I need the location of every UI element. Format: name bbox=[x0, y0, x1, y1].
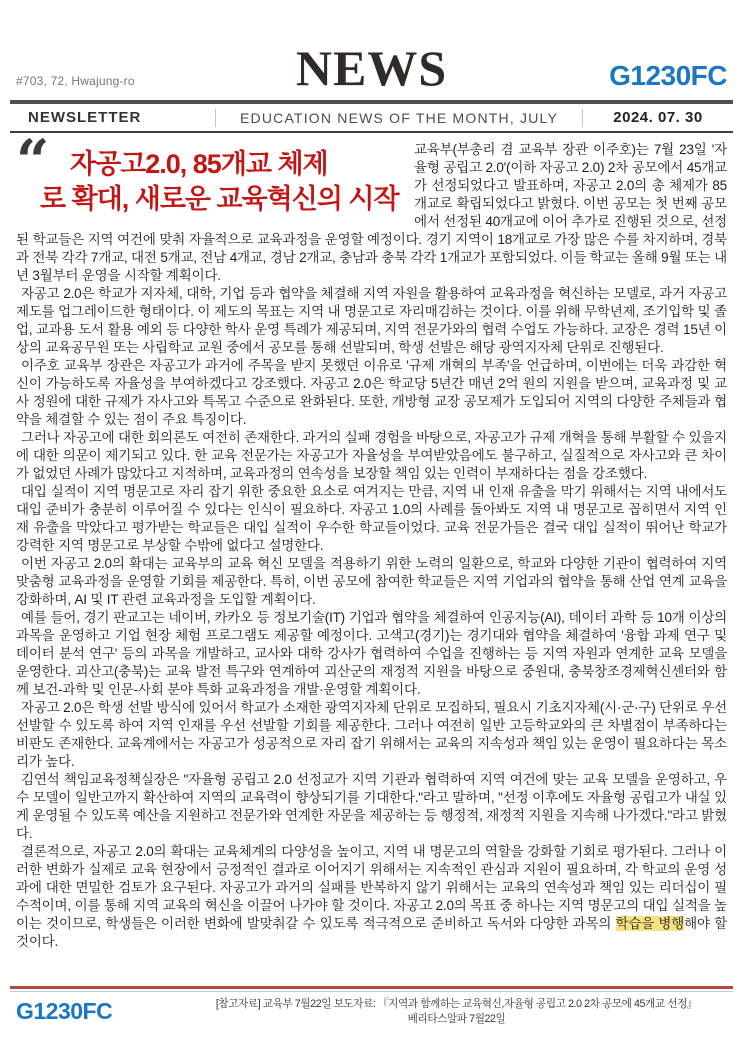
article-paragraph: 대입 실적이 지역 명문고로 자리 잡기 위한 중요한 요소로 여겨지는 만큼, 지역 내 인재 유출을 막기 위해서는 지역 내에서도 대입 준비가 충분히 이루어질 수 있다는 인식이 필요하다. 자공고 1.0의 사례를 돌아봐도 지역 내 명문고로 꼽히면서 지역 인재 유출을 막았다고 평가받는 학교들은 대입 실적이 우수한 학교들이었다. 교육 전문가들은 결국 대입 실적이 뛰어난 학교가 강력한 지역 명문고로 부상할 수밖에 없다고 설명한다. bbox=[16, 484, 727, 553]
quote-icon: “ bbox=[16, 127, 50, 195]
highlighted-text: 학습을 병행 bbox=[615, 916, 685, 931]
headline-block bbox=[16, 127, 404, 217]
article-paragraph: 이번 자공고 2.0의 확대는 교육부의 교육 혁신 모델을 적용하기 위한 노력의 일환으로, 학교와 다양한 기관이 협력하여 지역 맞춤형 교육과정을 운영할 기회를 제공한다. 특히, 이번 공모에 참여한 학교들은 지역 기업과의 협약을 통해 산업 연계 교육을 강화하며, AI 및 IT 관련 교육과정을 도입할 계획이다. bbox=[16, 556, 727, 607]
masthead bbox=[0, 0, 743, 98]
footer bbox=[0, 996, 743, 1026]
article-paragraph: 예를 들어, 경기 판교고는 네이버, 카카오 등 정보기술(IT) 기업과 협약을 체결하여 인공지능(AI), 데이터 과학 등 10개 이상의 과목을 운영하고 기업 현장 체험 프로그램도 제공할 예정이다. 고색고(경기)는 경기대와 협약을 체결하여 '융합 과제 연구 및 데이터 분석 연구' 등의 과목을 개발하고, 교사와 대학 강사가 협력하여 수업을 진행하는 등 지역 자원과 연계한 교육 모델을 운영한다. 괴산고(충북)는 교육 발전 특구와 연계하여 괴산군의 재정적 지원을 바탕으로 중원대, 충북창조경제혁신센터와 함께 보건-과학 및 인문-사회 분야 특화 교육과정을 개발·운영할 계획이다. bbox=[16, 610, 727, 697]
issue-date: 2024. 07. 30 bbox=[613, 109, 703, 126]
edition-subtitle: EDUCATION NEWS OF THE MONTH, JULY bbox=[239, 109, 559, 126]
masthead-title: NEWS bbox=[295, 40, 448, 96]
article-paragraph: 자공고 2.0은 학교가 지자체, 대학, 기업 등과 협약을 체결해 지역 자원을 활용하여 교육과정을 혁신하는 모델로, 과거 자공고 제도를 업그레이드한 형태이다. 이 제도의 목표는 지역 내 명문고로 자리매김하는 것이다. 이를 위해 무학년제, 조기입학 및 졸업, 교과용 도서 활용 예외 등 다양한 학사 운영 특례가 제공되며, 지역 전문가와의 협력 수업도 가능하다. 교장은 경력 15년 이상의 교육공무원 또는 사립학교 교원 중에서 공모를 통해 선발되며, 학생 선발은 해당 광역지자체 단위로 진행된다. bbox=[16, 286, 727, 355]
article-paragraph: 자공고 2.0은 학생 선발 방식에 있어서 학교가 소재한 광역지자체 단위로 모집하되, 필요시 기초지자체(시·군·구) 단위로 우선 선발할 수 있도록 하여 지역 인재를 우선 선발할 기회를 제공한다. 그러나 여전히 일반 고등학교와의 큰 차별점이 부족하다는 비판도 존재한다. 교육계에서는 자공고가 성공적으로 자리 잡기 위해서는 교육의 지속성과 책임 있는 운영이 필요하다는 목소리가 높다. bbox=[16, 700, 727, 769]
headline-line-2: 로 확대, 새로운 교육혁신의 시작 bbox=[40, 184, 399, 214]
article-body bbox=[0, 127, 743, 951]
subheader-bar bbox=[10, 104, 733, 131]
article-paragraph: 김연석 책임교육정책실장은 "자율형 공립고 2.0 선정교가 지역 기관과 협력하여 지역 여건에 맞는 교육 모델을 운영하고, 우수 모델이 일반고까지 확산하여 지역의 교육력이 향상되기를 기대한다."라고 말하며, "선정 이후에도 자율형 공립고가 내실 있게 운영될 수 있도록 예산을 지원하고 전문가와 연계한 자문을 제공하는 등 행정적, 재정적 지원을 지속해 나가겠다."라고 밝혔다. bbox=[16, 772, 727, 841]
footer-rule-light bbox=[10, 991, 733, 992]
brand-logo: G1230FC bbox=[609, 60, 727, 91]
footer-rules bbox=[0, 986, 743, 992]
publisher-address: #703, 72, Hwajung-ro bbox=[16, 74, 135, 88]
article-paragraph: 그러나 자공고에 대한 회의론도 여전히 존재한다. 과거의 실패 경험을 바탕으로, 자공고가 규제 개혁을 통해 부활할 수 있을지에 대한 의문이 제기되고 있다. 한 교육 전문가는 자공고가 자율성을 부여받았음에도 불구하고, 실질적으로 자사고와 큰 차이가 없었던 사례가 많았다고 지적하며, 교육과정의 연속성을 보장할 책임 있는 인력이 부재하다는 점을 강조했다. bbox=[16, 430, 727, 481]
article-paragraph: 결론적으로, 자공고 2.0의 확대는 교육체계의 다양성을 높이고, 지역 내 명문고의 역할을 강화할 기회로 평가된다. 그러나 이러한 변화가 실제로 교육 현장에서 긍정적인 결과로 이어지기 위해서는 지속적인 관심과 지원이 필요하며, 각 학교의 운영 성과에 대한 면밀한 검토가 요구된다. 자공고가 과거의 실패를 반복하지 않기 위해서는 교육의 연속성과 책임 있는 리더십이 필수적이며, 이를 통해 지역 교육의 혁신을 이끌어 나가야 할 것이다. 자공고 2.0의 목표 중 하나는 지역 명문고의 대입 실적을 높이는 것이므로, 학생들은 이러한 변화에 발맞춰갈 수 있도록 적극적으로 준비하고 독서와 다양한 과목의 학습을 병행해야 할 것이다. bbox=[16, 844, 728, 949]
footer-rule-red bbox=[10, 986, 733, 989]
article-paragraph: 이주호 교육부 장관은 자공고가 과거에 주목을 받지 못했던 이유로 '규제 개혁의 부족'을 언급하며, 이번에는 더욱 과감한 혁신이 가능하도록 자율성을 부여하겠다고 강조했다. 자공고 2.0은 학교당 5년간 매년 2억 원의 지원을 받으며, 교육과정 및 교사 정원에 대한 규제가 자사고와 특목고 수준으로 완화된다. 또한, 개방형 교장 공모제가 도입되어 지역의 다양한 주체들과 협약을 체결할 수 있는 점이 주요 특징이다. bbox=[16, 358, 727, 427]
newsletter-label: NEWSLETTER bbox=[28, 109, 142, 126]
headline-line-1: 자공고2.0, 85개교 체제 bbox=[70, 149, 328, 179]
article-paragraph: 교육부(부총리 겸 교육부 장관 이주호)는 7월 23일 '자율형 공립고 2.0'(이하 자공고 2.0) 2차 공모에서 45개교가 선정되었다고 발표하며, 자공고 2.0의 총 체제가 85개교로 확립되었다고 밝혔다. 이번 공모는 첫 번째 공모에서 선정된 40개교에 이어 추가로 진행된 것으로, 선정 된 학교들은 지역 여건에 맞춰 자율적으로 교육과정을 운영할 예정이다. 경기 지역이 18개교로 가장 많은 수를 차지하며, 경북과 전북 각각 7개교, 대전 5개교, 전남 4개교, 경남 2개교, 충남과 충북 각각 1개교가 포함되었다. 이들 학교는 올해 9월 또는 내년 3월부터 운영을 시작할 계획이다. bbox=[16, 142, 727, 283]
reference-note: [참고자료] 교육부 7월22일 보도자료: 『지역과 함께하는 교육혁신,자율형 공립고 2.0 2차 공모에 45개교 선정』 베리타스알파 7월22일 bbox=[215, 998, 698, 1025]
footer-brand-logo: G1230FC bbox=[16, 997, 113, 1024]
